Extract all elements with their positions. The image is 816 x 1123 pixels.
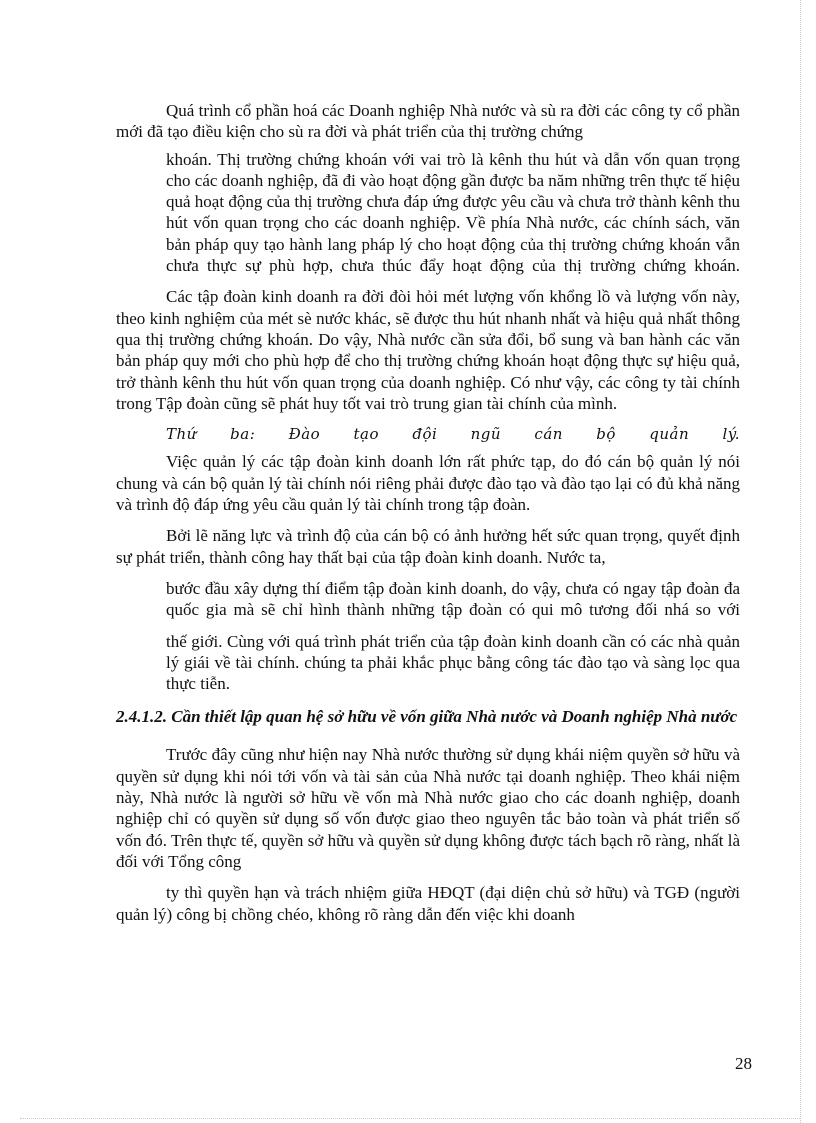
paragraph-stock-market: khoán. Thị trường chứng khoán với vai trò là kênh thu hút và dẫn vốn quan trọng cho các doanh nghiệp, đã đi vào hoạt động gần được ba năm những trên thực tế hiệu quả hoạt động của thị trường chưa đáp ứng được yêu cầu và chưa trở thành kênh thu hút vốn quan trọng cho các doanh nghiệp. Về phía Nhà nước, các chính sách, văn bản pháp quy tạo hành lang pháp lý cho hoạt động của thị trường chứng khoán vẫn chưa thực sự phù hợp, chưa thúc đẩy hoạt động của thị trường chứng khoán. xyxy=(166,149,740,276)
paragraph-capacity: Bởi lẽ năng lực và trình độ của cán bộ có ảnh hưởng hết sức quan trọng, quyết định sự phát triển, thành công hay thất bại của tập đoàn kinh doanh. Nước ta, xyxy=(116,526,740,567)
document-body xyxy=(116,100,740,925)
paragraph-capital-needs: Các tập đoàn kinh doanh ra đời đòi hỏi mét lượng vốn khổng lồ và lượng vốn này, theo kinh nghiệm của mét sè nước khác, sẽ được thu hút nhanh nhất và hiệu quả nhất thông qua thị trường chứng khoán. Do vậy, Nhà nước cần sửa đổi, bổ sung và ban hành các văn bản pháp quy mới cho phù hợp để cho thị trường chứng khoán hoạt động thực sự hiệu quả, trở thành kênh thu hút vốn quan trọng của doanh nghiệp. Có như vậy, các công ty tài chính trong Tập đoàn cũng sẽ phát huy tốt vai trò trung gian tài chính của mình. xyxy=(116,287,740,413)
paragraph-management: Việc quản lý các tập đoàn kinh doanh lớn rất phức tạp, do đó cán bộ quản lý nói chung và cán bộ quản lý tài chính nói riêng phải được đào tạo và đào tạo lại có đủ khả năng và trình độ đáp ứng yêu cầu quản lý tài chính trong tập đoàn. xyxy=(116,452,740,515)
page-number: 28 xyxy=(735,1054,752,1073)
section-heading-2-4-1-2: 2.4.1.2. Cần thiết lập quan hệ sở hữu về vốn giữa Nhà nước và Doanh nghiệp Nhà nước xyxy=(116,707,738,727)
paragraph-pilot: bước đầu xây dựng thí điểm tập đoàn kinh doanh, do vậy, chưa có ngay tập đoàn đa quốc gia mà sẽ chỉ hình thành những tập đoàn có qui mô tương đối nhá so với xyxy=(166,578,740,620)
page-edge-right xyxy=(800,0,801,1123)
subheading-third: Thứ ba: Đào tạo đội ngũ cán bộ quản lý. xyxy=(166,425,740,444)
paragraph-ownership: Trước đây cũng như hiện nay Nhà nước thường sử dụng khái niệm quyền sở hữu và quyền sử dụng khi nói tới vốn và tài sản của Nhà nước tại doanh nghiệp. Theo khái niệm này, Nhà nước là người sở hữu về vốn mà Nhà nước giao cho các doanh nghiệp, doanh nghiệp chỉ có quyền sử dụng số vốn được giao theo nguyên tắc bảo toàn và phát triển số vốn đó. Trên thực tế, quyền sở hữu và quyền sử dụng không được tách bạch rõ ràng, nhất là đối với Tổng công xyxy=(116,745,740,871)
paragraph-equitization: Quá trình cổ phần hoá các Doanh nghiệp Nhà nước và sù ra đời các công ty cổ phần mới đã tạo điều kiện cho sù ra đời và phát triển của thị trường chứng xyxy=(116,101,740,142)
paragraph-responsibility: ty thì quyền hạn và trách nhiệm giữa HĐQT (đại diện chủ sở hữu) và TGĐ (người quản lý) công bị chồng chéo, không rõ ràng dẫn đến việc khi doanh xyxy=(116,883,740,924)
paragraph-world: thế giới. Cùng với quá trình phát triển của tập đoàn kinh doanh cần có các nhà quản lý giái về tài chính. chúng ta phải khắc phục bằng công tác đào tạo và sàng lọc qua thực tiễn. xyxy=(166,631,740,694)
page-edge-bottom xyxy=(20,1118,800,1119)
